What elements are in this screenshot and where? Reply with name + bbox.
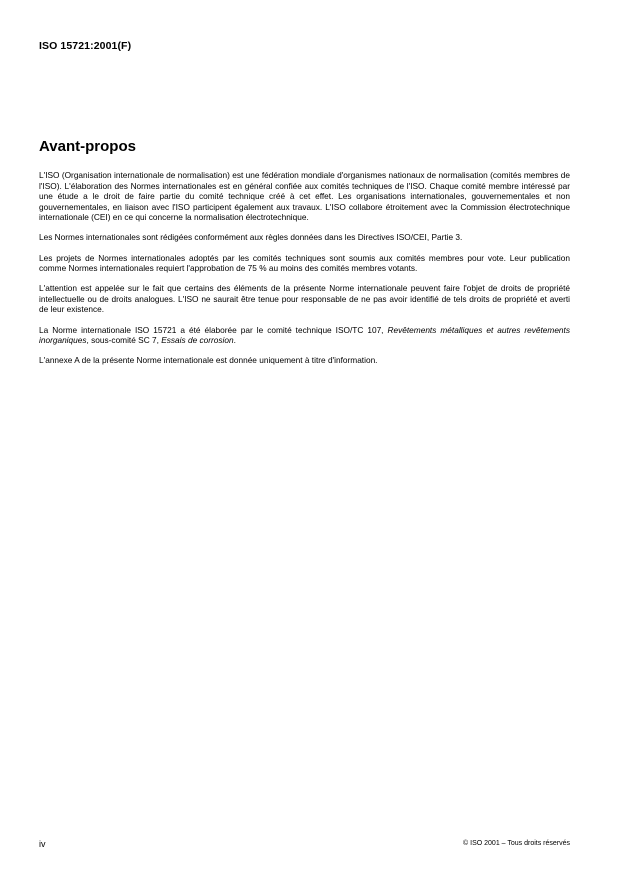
document-header: ISO 15721:2001(F) bbox=[39, 40, 132, 52]
paragraph-patent-rights: L'attention est appelée sur le fait que certains des éléments de la présente Norme internationale peuvent faire l'objet de droits de propriété intellectuelle ou de droits analogues. L'ISO ne saurait être tenue pour responsable de ne pas avoir identifié de tels droits de propriété et averti de leur existence. bbox=[39, 283, 570, 315]
paragraph-directives: Les Normes internationales sont rédigées conformément aux règles données dans les Directives ISO/CEI, Partie 3. bbox=[39, 232, 463, 243]
tc-suffix-text: . bbox=[233, 335, 236, 346]
page-number: iv bbox=[39, 839, 46, 849]
tc-prefix-text: La Norme internationale ISO 15721 a été élaborée par le comité technique ISO/TC 107, bbox=[39, 324, 388, 335]
tc-middle-text: , sous-comité SC 7, bbox=[86, 335, 162, 346]
paragraph-iso-intro: L'ISO (Organisation internationale de normalisation) est une fédération mondiale d'organismes nationaux de normalisation (comités membres de l'ISO). L'élaboration des Normes internationales est en général confiée aux comités techniques de l'ISO. Chaque comité membre intéressé par une étude a le droit de faire partie du comité technique créé à cet effet. Les organisations internationales, gouvernementales et non gouvernementales, en liaison avec l'ISO participent également aux travaux. L'ISO collabore étroitement avec la Commission électrotechnique internationale (CEI) en ce qui concerne la normalisation électrotechnique. bbox=[39, 170, 570, 223]
committee-title: Revêtements métalliques et autres revêtements inorganiques bbox=[39, 324, 570, 346]
paragraph-annex-note: L'annexe A de la présente Norme internationale est donnée uniquement à titre d'information. bbox=[39, 355, 378, 366]
foreword-section bbox=[39, 138, 570, 375]
section-title: Avant-propos bbox=[39, 138, 136, 155]
copyright-notice: © ISO 2001 – Tous droits réservés bbox=[463, 840, 570, 847]
paragraph-voting: Les projets de Normes internationales adoptés par les comités techniques sont soumis aux comités membres pour vote. Leur publication comme Normes internationales requiert l'approbation de 75 % au moins des comités membres votants. bbox=[39, 252, 570, 274]
page-footer bbox=[39, 839, 570, 851]
paragraph-technical-committee bbox=[39, 325, 570, 346]
subcommittee-title: Essais de corrosion bbox=[161, 335, 234, 346]
